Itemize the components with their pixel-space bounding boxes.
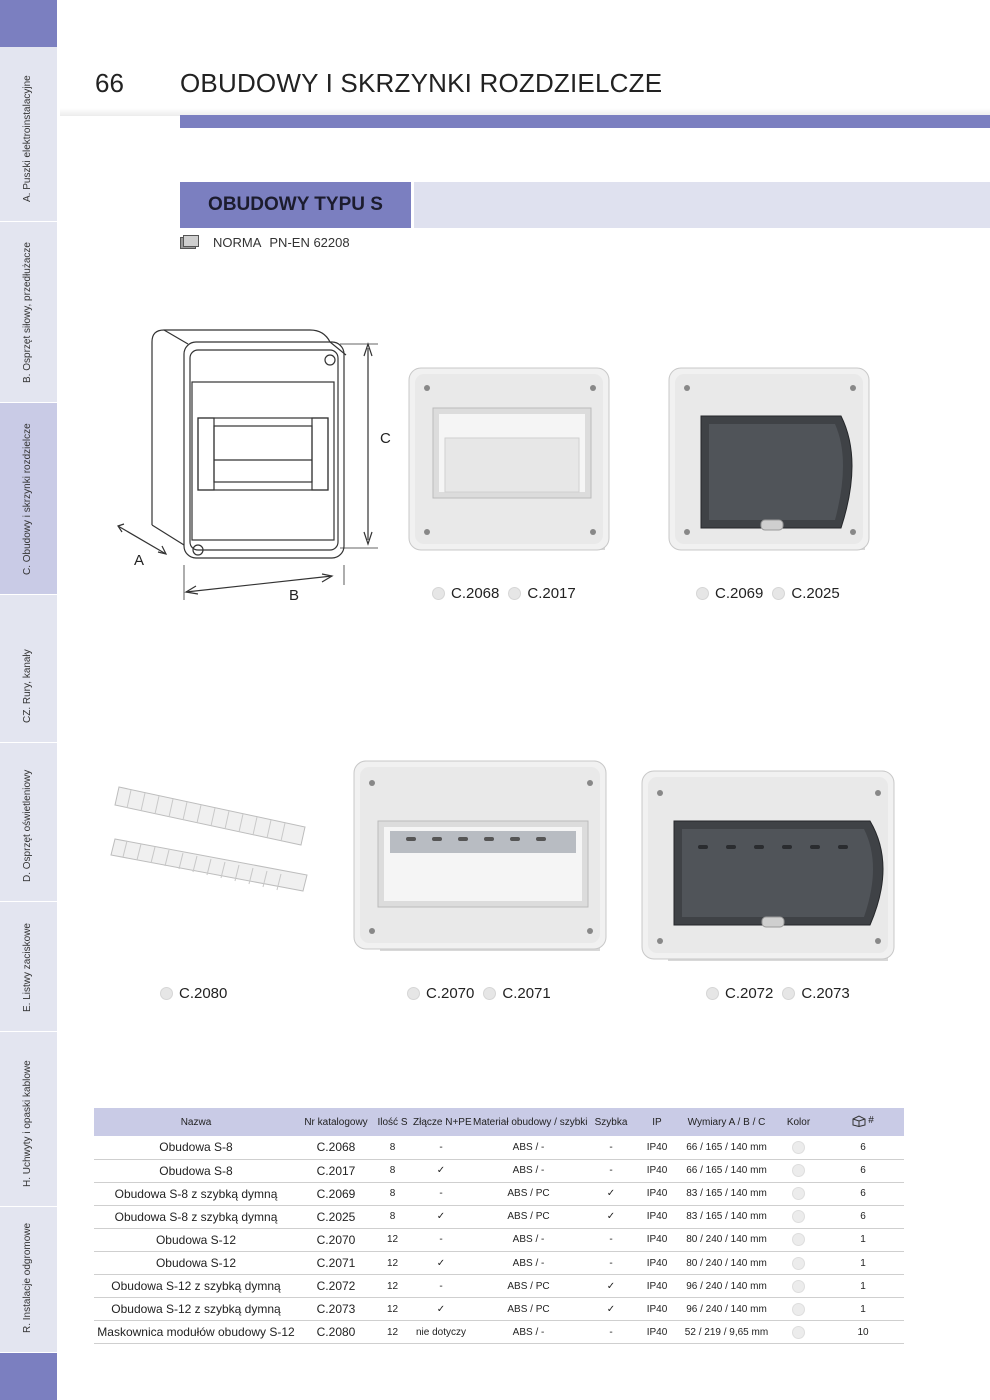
- cell-name: Obudowa S-8: [94, 1159, 298, 1182]
- cell-window: -: [586, 1321, 636, 1344]
- cell-dimensions: 80 / 240 / 140 mm: [678, 1251, 775, 1274]
- cell-modules: 12: [374, 1228, 411, 1251]
- cell-package-qty: 10: [822, 1321, 904, 1344]
- caption-product-1: [432, 585, 585, 602]
- sidebar-item-label: C. Obudowy i skrzynki rozdzielcze: [22, 423, 33, 575]
- cell-material: ABS / PC: [471, 1275, 586, 1298]
- cell-window: -: [586, 1159, 636, 1182]
- cell-modules: 12: [374, 1298, 411, 1321]
- cell-window: -: [586, 1251, 636, 1274]
- cell-color: [775, 1275, 822, 1298]
- cell-window: ✓: [586, 1275, 636, 1298]
- catalog-code: C.2070: [426, 985, 475, 1002]
- color-swatch: [792, 1280, 805, 1293]
- color-dot: [706, 987, 719, 1000]
- table-row: [94, 1205, 904, 1228]
- cell-package-qty: 6: [822, 1136, 904, 1159]
- color-swatch: [792, 1141, 805, 1154]
- cell-catalog-number: C.2080: [298, 1321, 374, 1344]
- cell-window: ✓: [586, 1205, 636, 1228]
- cell-name: Obudowa S-12: [94, 1251, 298, 1274]
- table-row: [94, 1251, 904, 1274]
- cell-window: ✓: [586, 1182, 636, 1205]
- cell-color: [775, 1321, 822, 1344]
- color-swatch: [792, 1164, 805, 1177]
- cell-color: [775, 1228, 822, 1251]
- sidebar-item-puszki[interactable]: [0, 47, 57, 222]
- sidebar-item-rury[interactable]: [0, 595, 57, 743]
- color-swatch: [792, 1187, 805, 1200]
- norm-book-icon: [180, 235, 200, 249]
- cell-package-qty: 1: [822, 1275, 904, 1298]
- cell-window: -: [586, 1136, 636, 1159]
- col-header-color: Kolor: [775, 1108, 822, 1136]
- table-body: [94, 1136, 904, 1344]
- cell-window: -: [586, 1228, 636, 1251]
- cell-name: Obudowa S-12 z szybką dymną: [94, 1275, 298, 1298]
- page-title: OBUDOWY I SKRZYNKI ROZDZIELCZE: [180, 68, 663, 98]
- color-dot: [772, 587, 785, 600]
- cell-modules: 12: [374, 1321, 411, 1344]
- cell-material: ABS / PC: [471, 1298, 586, 1321]
- cell-name: Obudowa S-12: [94, 1228, 298, 1251]
- cell-color: [775, 1136, 822, 1159]
- catalog-code: C.2017: [527, 585, 576, 602]
- table-row: [94, 1298, 904, 1321]
- package-header-label: #: [868, 1115, 874, 1126]
- sidebar-item-odgromowe[interactable]: [0, 1207, 57, 1353]
- cell-package-qty: 6: [822, 1182, 904, 1205]
- color-dot: [160, 987, 173, 1000]
- product-s8-smoked-photo: [665, 360, 875, 555]
- cell-ip: IP40: [636, 1182, 678, 1205]
- col-header-ip: IP: [636, 1108, 678, 1136]
- col-header-package: [822, 1108, 904, 1136]
- cell-ip: IP40: [636, 1321, 678, 1344]
- cell-material: ABS / PC: [471, 1182, 586, 1205]
- spec-table: [94, 1108, 904, 1344]
- cell-package-qty: 6: [822, 1205, 904, 1228]
- sidebar-item-label: CZ. Rury, kanały: [22, 649, 33, 723]
- color-dot: [407, 987, 420, 1000]
- cell-connector: nie dotyczy: [411, 1321, 471, 1344]
- cell-ip: IP40: [636, 1275, 678, 1298]
- cell-ip: IP40: [636, 1205, 678, 1228]
- sidebar-item-label: E. Listwy zaciskowe: [22, 923, 33, 1012]
- cell-color: [775, 1251, 822, 1274]
- cell-connector: -: [411, 1182, 471, 1205]
- cell-ip: IP40: [636, 1251, 678, 1274]
- cell-material: ABS / PC: [471, 1205, 586, 1228]
- cell-name: Obudowa S-12 z szybką dymną: [94, 1298, 298, 1321]
- col-header-catalog: Nr katalogowy: [298, 1108, 374, 1136]
- sidebar: [0, 0, 57, 1400]
- cell-modules: 8: [374, 1205, 411, 1228]
- color-dot: [508, 587, 521, 600]
- cell-dimensions: 83 / 165 / 140 mm: [678, 1182, 775, 1205]
- catalog-code: C.2072: [725, 985, 774, 1002]
- color-swatch: [792, 1303, 805, 1316]
- catalog-code: C.2069: [715, 585, 764, 602]
- sidebar-item-label: D. Osprzęt oświetleniowy: [22, 769, 33, 882]
- cell-color: [775, 1182, 822, 1205]
- dimension-a-label: A: [134, 552, 145, 569]
- norm-row: [180, 234, 350, 250]
- cell-color: [775, 1298, 822, 1321]
- table-row: [94, 1136, 904, 1159]
- cell-ip: IP40: [636, 1136, 678, 1159]
- cell-catalog-number: C.2073: [298, 1298, 374, 1321]
- catalog-code: C.2025: [791, 585, 840, 602]
- table-row: [94, 1159, 904, 1182]
- product-module-cover-photo: [105, 775, 315, 895]
- sidebar-item-label: B. Osprzęt siłowy, przedłużacze: [22, 242, 33, 383]
- color-dot: [696, 587, 709, 600]
- cell-modules: 12: [374, 1251, 411, 1274]
- color-dot: [782, 987, 795, 1000]
- cell-catalog-number: C.2025: [298, 1205, 374, 1228]
- cell-connector: ✓: [411, 1298, 471, 1321]
- cell-ip: IP40: [636, 1159, 678, 1182]
- cell-window: ✓: [586, 1298, 636, 1321]
- page-number: 66: [95, 68, 124, 98]
- sidebar-item-listwy[interactable]: [0, 902, 57, 1032]
- sidebar-cap-bottom: [0, 1353, 57, 1400]
- col-header-name: Nazwa: [94, 1108, 298, 1136]
- cell-connector: -: [411, 1275, 471, 1298]
- col-header-modules: Ilość S: [374, 1108, 411, 1136]
- product-s8-photo: [405, 360, 615, 555]
- cell-catalog-number: C.2071: [298, 1251, 374, 1274]
- cell-name: Obudowa S-8: [94, 1136, 298, 1159]
- cell-name: Obudowa S-8 z szybką dymną: [94, 1182, 298, 1205]
- norm-label: NORMA: [213, 234, 262, 250]
- caption-product-5: [706, 985, 859, 1002]
- col-header-material: Materiał obudowy / szybki: [471, 1108, 586, 1136]
- color-swatch: [792, 1233, 805, 1246]
- cell-color: [775, 1159, 822, 1182]
- cell-catalog-number: C.2072: [298, 1275, 374, 1298]
- cell-name: Obudowa S-8 z szybką dymną: [94, 1205, 298, 1228]
- enclosure-dimension-drawing: [110, 320, 390, 605]
- catalog-code: C.2068: [451, 585, 500, 602]
- color-dot: [483, 987, 496, 1000]
- cell-ip: IP40: [636, 1228, 678, 1251]
- catalog-code: C.2071: [502, 985, 551, 1002]
- section-title: OBUDOWY TYPU S: [208, 194, 383, 215]
- cell-connector: -: [411, 1136, 471, 1159]
- cell-name: Maskownica modułów obudowy S-12: [94, 1321, 298, 1344]
- cell-ip: IP40: [636, 1298, 678, 1321]
- cell-package-qty: 1: [822, 1251, 904, 1274]
- product-s12-photo: [350, 755, 615, 955]
- package-box-icon: [852, 1115, 866, 1127]
- section-tab: [180, 182, 411, 228]
- sidebar-item-osprzet-silowy[interactable]: [0, 222, 57, 403]
- caption-product-3: [160, 985, 236, 1002]
- cell-color: [775, 1205, 822, 1228]
- cell-material: ABS / -: [471, 1321, 586, 1344]
- sidebar-item-oswietlenie[interactable]: [0, 743, 57, 902]
- cell-dimensions: 52 / 219 / 9,65 mm: [678, 1321, 775, 1344]
- caption-product-2: [696, 585, 849, 602]
- table-row: [94, 1228, 904, 1251]
- sidebar-item-uchwyty[interactable]: [0, 1032, 57, 1207]
- cell-package-qty: 1: [822, 1228, 904, 1251]
- cell-dimensions: 83 / 165 / 140 mm: [678, 1205, 775, 1228]
- table-row: [94, 1275, 904, 1298]
- cell-material: ABS / -: [471, 1251, 586, 1274]
- table-row: [94, 1182, 904, 1205]
- table-row: [94, 1321, 904, 1344]
- cell-modules: 8: [374, 1136, 411, 1159]
- section-band: [414, 182, 990, 228]
- cell-modules: 8: [374, 1182, 411, 1205]
- sidebar-item-obudowy[interactable]: [0, 403, 57, 595]
- cell-material: ABS / -: [471, 1136, 586, 1159]
- color-swatch: [792, 1210, 805, 1223]
- cell-connector: -: [411, 1228, 471, 1251]
- header-accent-bar: [180, 115, 990, 128]
- cell-catalog-number: C.2017: [298, 1159, 374, 1182]
- color-swatch: [792, 1326, 805, 1339]
- cell-modules: 8: [374, 1159, 411, 1182]
- cell-connector: ✓: [411, 1159, 471, 1182]
- cell-material: ABS / -: [471, 1228, 586, 1251]
- cell-dimensions: 96 / 240 / 140 mm: [678, 1275, 775, 1298]
- cell-catalog-number: C.2069: [298, 1182, 374, 1205]
- cell-catalog-number: C.2070: [298, 1228, 374, 1251]
- color-dot: [432, 587, 445, 600]
- catalog-code: C.2073: [801, 985, 850, 1002]
- cell-catalog-number: C.2068: [298, 1136, 374, 1159]
- col-header-dimensions: Wymiary A / B / C: [678, 1108, 775, 1136]
- cell-material: ABS / -: [471, 1159, 586, 1182]
- table-header-row: [94, 1108, 904, 1136]
- catalog-code: C.2080: [179, 985, 228, 1002]
- cell-dimensions: 96 / 240 / 140 mm: [678, 1298, 775, 1321]
- cell-dimensions: 80 / 240 / 140 mm: [678, 1228, 775, 1251]
- sidebar-cap-top: [0, 0, 57, 47]
- cell-connector: ✓: [411, 1205, 471, 1228]
- cell-connector: ✓: [411, 1251, 471, 1274]
- sidebar-item-label: H. Uchwyty i opaski kablowe: [22, 1060, 33, 1187]
- cell-modules: 12: [374, 1275, 411, 1298]
- product-s12-smoked-photo: [638, 765, 903, 965]
- caption-product-4: [407, 985, 560, 1002]
- col-header-connector: Złącze N+PE: [411, 1108, 471, 1136]
- sidebar-item-label: R. Instalacje odgromowe: [22, 1222, 33, 1333]
- sidebar-item-label: A. Puszki elektroinstalacyjne: [22, 75, 33, 202]
- cell-dimensions: 66 / 165 / 140 mm: [678, 1136, 775, 1159]
- norm-value: PN-EN 62208: [269, 234, 350, 250]
- dimension-c-label: C: [380, 430, 391, 447]
- cell-dimensions: 66 / 165 / 140 mm: [678, 1159, 775, 1182]
- cell-package-qty: 1: [822, 1298, 904, 1321]
- dimension-b-label: B: [289, 587, 300, 604]
- col-header-window: Szybka: [586, 1108, 636, 1136]
- color-swatch: [792, 1257, 805, 1270]
- cell-package-qty: 6: [822, 1159, 904, 1182]
